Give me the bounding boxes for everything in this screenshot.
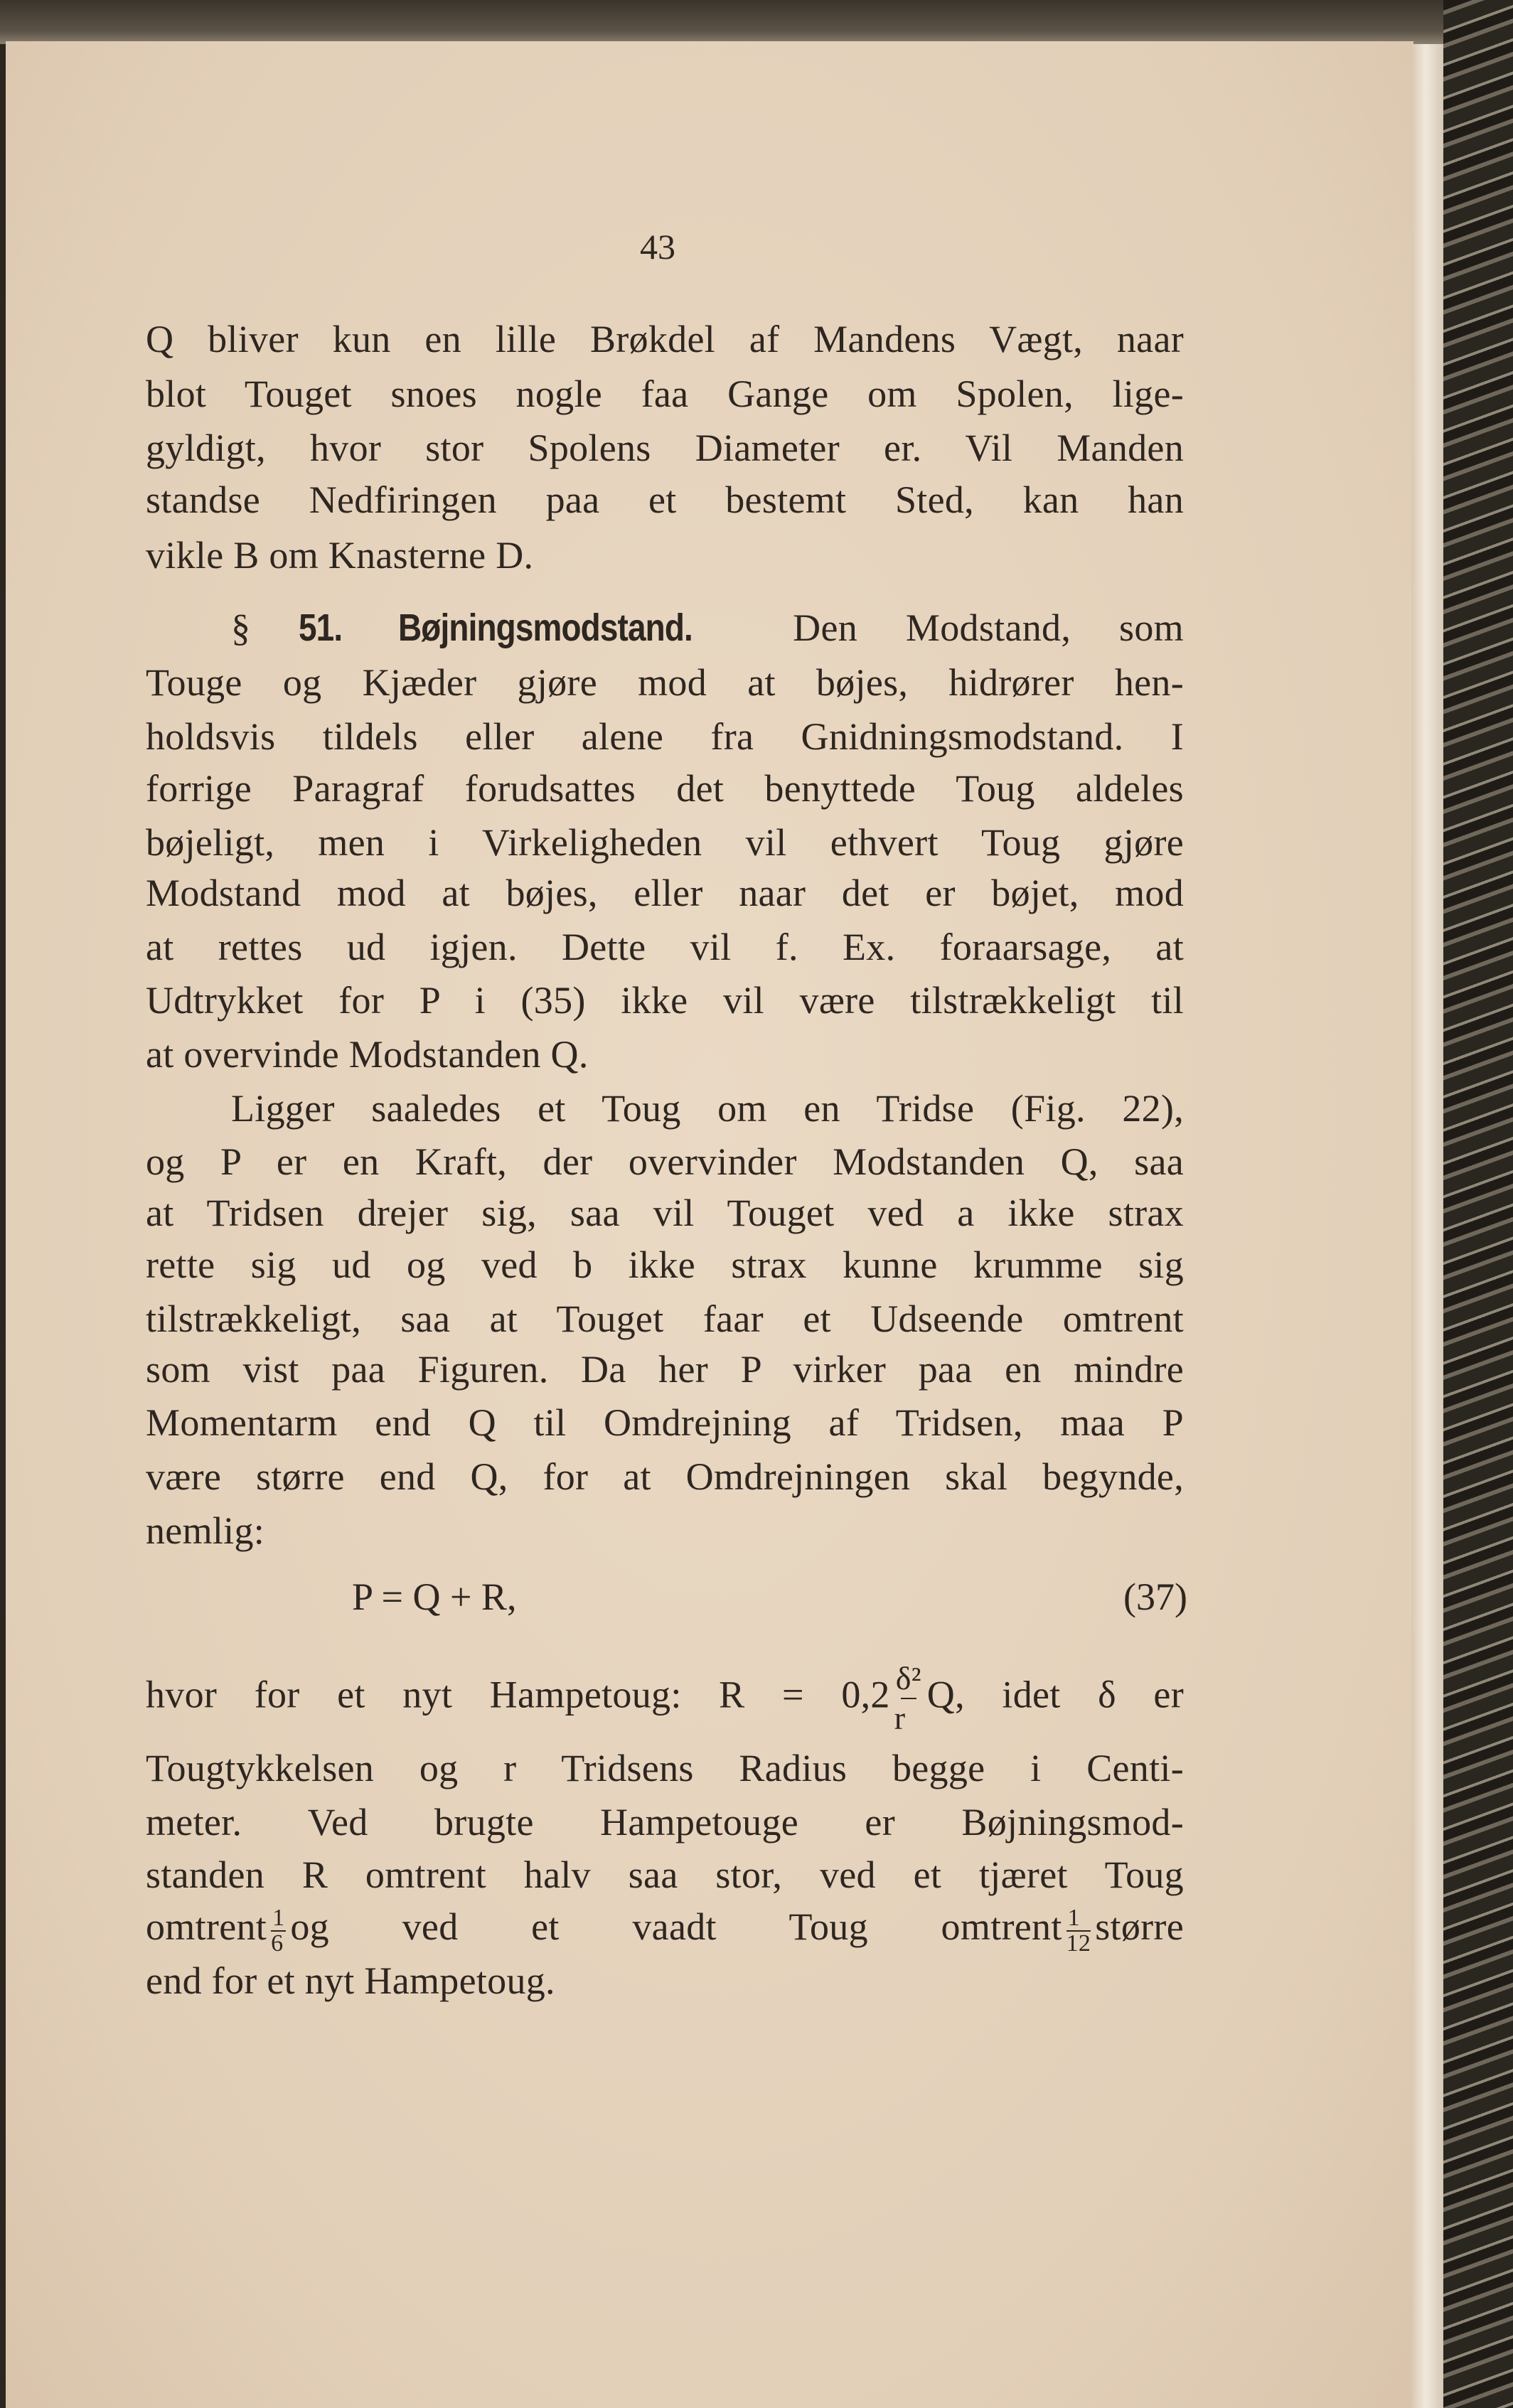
formula-line (146, 1662, 1184, 1735)
numerator: 1 (272, 1904, 285, 1931)
text: og ved et vaadt Toug omtrent (290, 1905, 1062, 1948)
equation: P = Q + R, (352, 1575, 517, 1618)
section-title: Bøjningsmodstand. (398, 606, 693, 649)
text-line: gyldigt, hvor stor Spolens Diameter er. Vil Manden (146, 427, 1184, 469)
section-first-line: Den Modstand, som (793, 606, 1184, 649)
scan-top-edge (0, 0, 1513, 44)
text-line: Q bliver kun en lille Brøkdel af Mandens Vægt, naar (146, 318, 1184, 360)
formula-text: hvor for et nyt Hampetoug: R = 0,2 (146, 1673, 890, 1716)
numerator: 1 (1066, 1906, 1091, 1932)
marbled-binding (1443, 0, 1513, 2408)
text-line: blot Touget snoes nogle faa Gange om Spolen, lige- (146, 373, 1184, 415)
text-line: Udtrykket for P i (35) ikke vil være tilstrækkeligt til (146, 979, 1184, 1022)
text-line: standen R omtrent halv saa stor, ved et tjæret Toug (146, 1853, 1184, 1896)
text: omtrent (146, 1905, 267, 1948)
section-sign: § (231, 606, 251, 649)
fraction-line (146, 1902, 1184, 1956)
last-line: end for et nyt Hampetoug. (146, 1959, 555, 2002)
text-line: være større end Q, for at Omdrejningen skal begynde, (146, 1455, 1184, 1498)
section-heading-line (231, 603, 1184, 653)
text-line: rette sig ud og ved b ikke strax kunne krumme sig (146, 1243, 1184, 1286)
text-line: at overvinde Modstanden Q. (146, 1033, 589, 1076)
text-line: forrige Paragraf forudsattes det benyttede Toug aldeles (146, 767, 1184, 810)
fraction-one-sixth (271, 1906, 286, 1956)
text-line: Momentarm end Q til Omdrejning af Tridsen, maa P (146, 1401, 1184, 1444)
text: større (1095, 1905, 1184, 1948)
text-line: vikle B om Knasterne D. (146, 534, 534, 577)
equation-number: (37) (1123, 1575, 1187, 1618)
fraction-numerator: δ² (895, 1660, 921, 1696)
text-line: standse Nedfiringen paa et bestemt Sted, kan han (146, 478, 1184, 521)
text-line: bøjeligt, men i Virkeligheden vil ethvert Toug gjøre (146, 821, 1184, 864)
text-line: holdsvis tildels eller alene fra Gnidningsmodstand. I (146, 715, 1184, 758)
text-line: nemlig: (146, 1509, 265, 1552)
text-line: Tougtykkelsen og r Tridsens Radius begge i Centi- (146, 1747, 1184, 1789)
page-number: 43 (640, 227, 675, 267)
text-line: som vist paa Figuren. Da her P virker paa en mindre (146, 1348, 1184, 1391)
page-edge (1411, 44, 1447, 2408)
fraction-denominator: r (894, 1700, 906, 1736)
fraction-delta-squared-over-r (894, 1662, 923, 1735)
fraction-one-twelfth (1066, 1906, 1091, 1956)
text-line: meter. Ved brugte Hampetouge er Bøjningsmod- (146, 1801, 1184, 1844)
text-line: Modstand mod at bøjes, eller naar det er bøjet, mod (146, 872, 1184, 914)
section-number: 51. (299, 606, 343, 649)
text-line: at rettes ud igjen. Dette vil f. Ex. foraarsage, at (146, 926, 1184, 968)
text-line: Ligger saaledes et Toug om en Tridse (Fig. 22), (231, 1087, 1184, 1130)
denominator: 6 (271, 1930, 284, 1957)
text-line: og P er en Kraft, der overvinder Modstanden Q, saa (146, 1140, 1184, 1183)
text-line: tilstrækkeligt, saa at Touget faar et Udseende omtrent (146, 1297, 1184, 1340)
text-line: at Tridsen drejer sig, saa vil Touget ved a ikke strax (146, 1192, 1184, 1234)
denominator: 12 (1066, 1930, 1091, 1957)
text-line: Touge og Kjæder gjøre mod at bøjes, hidrører hen- (146, 661, 1184, 704)
formula-text-after: Q, idet δ er (926, 1673, 1184, 1716)
